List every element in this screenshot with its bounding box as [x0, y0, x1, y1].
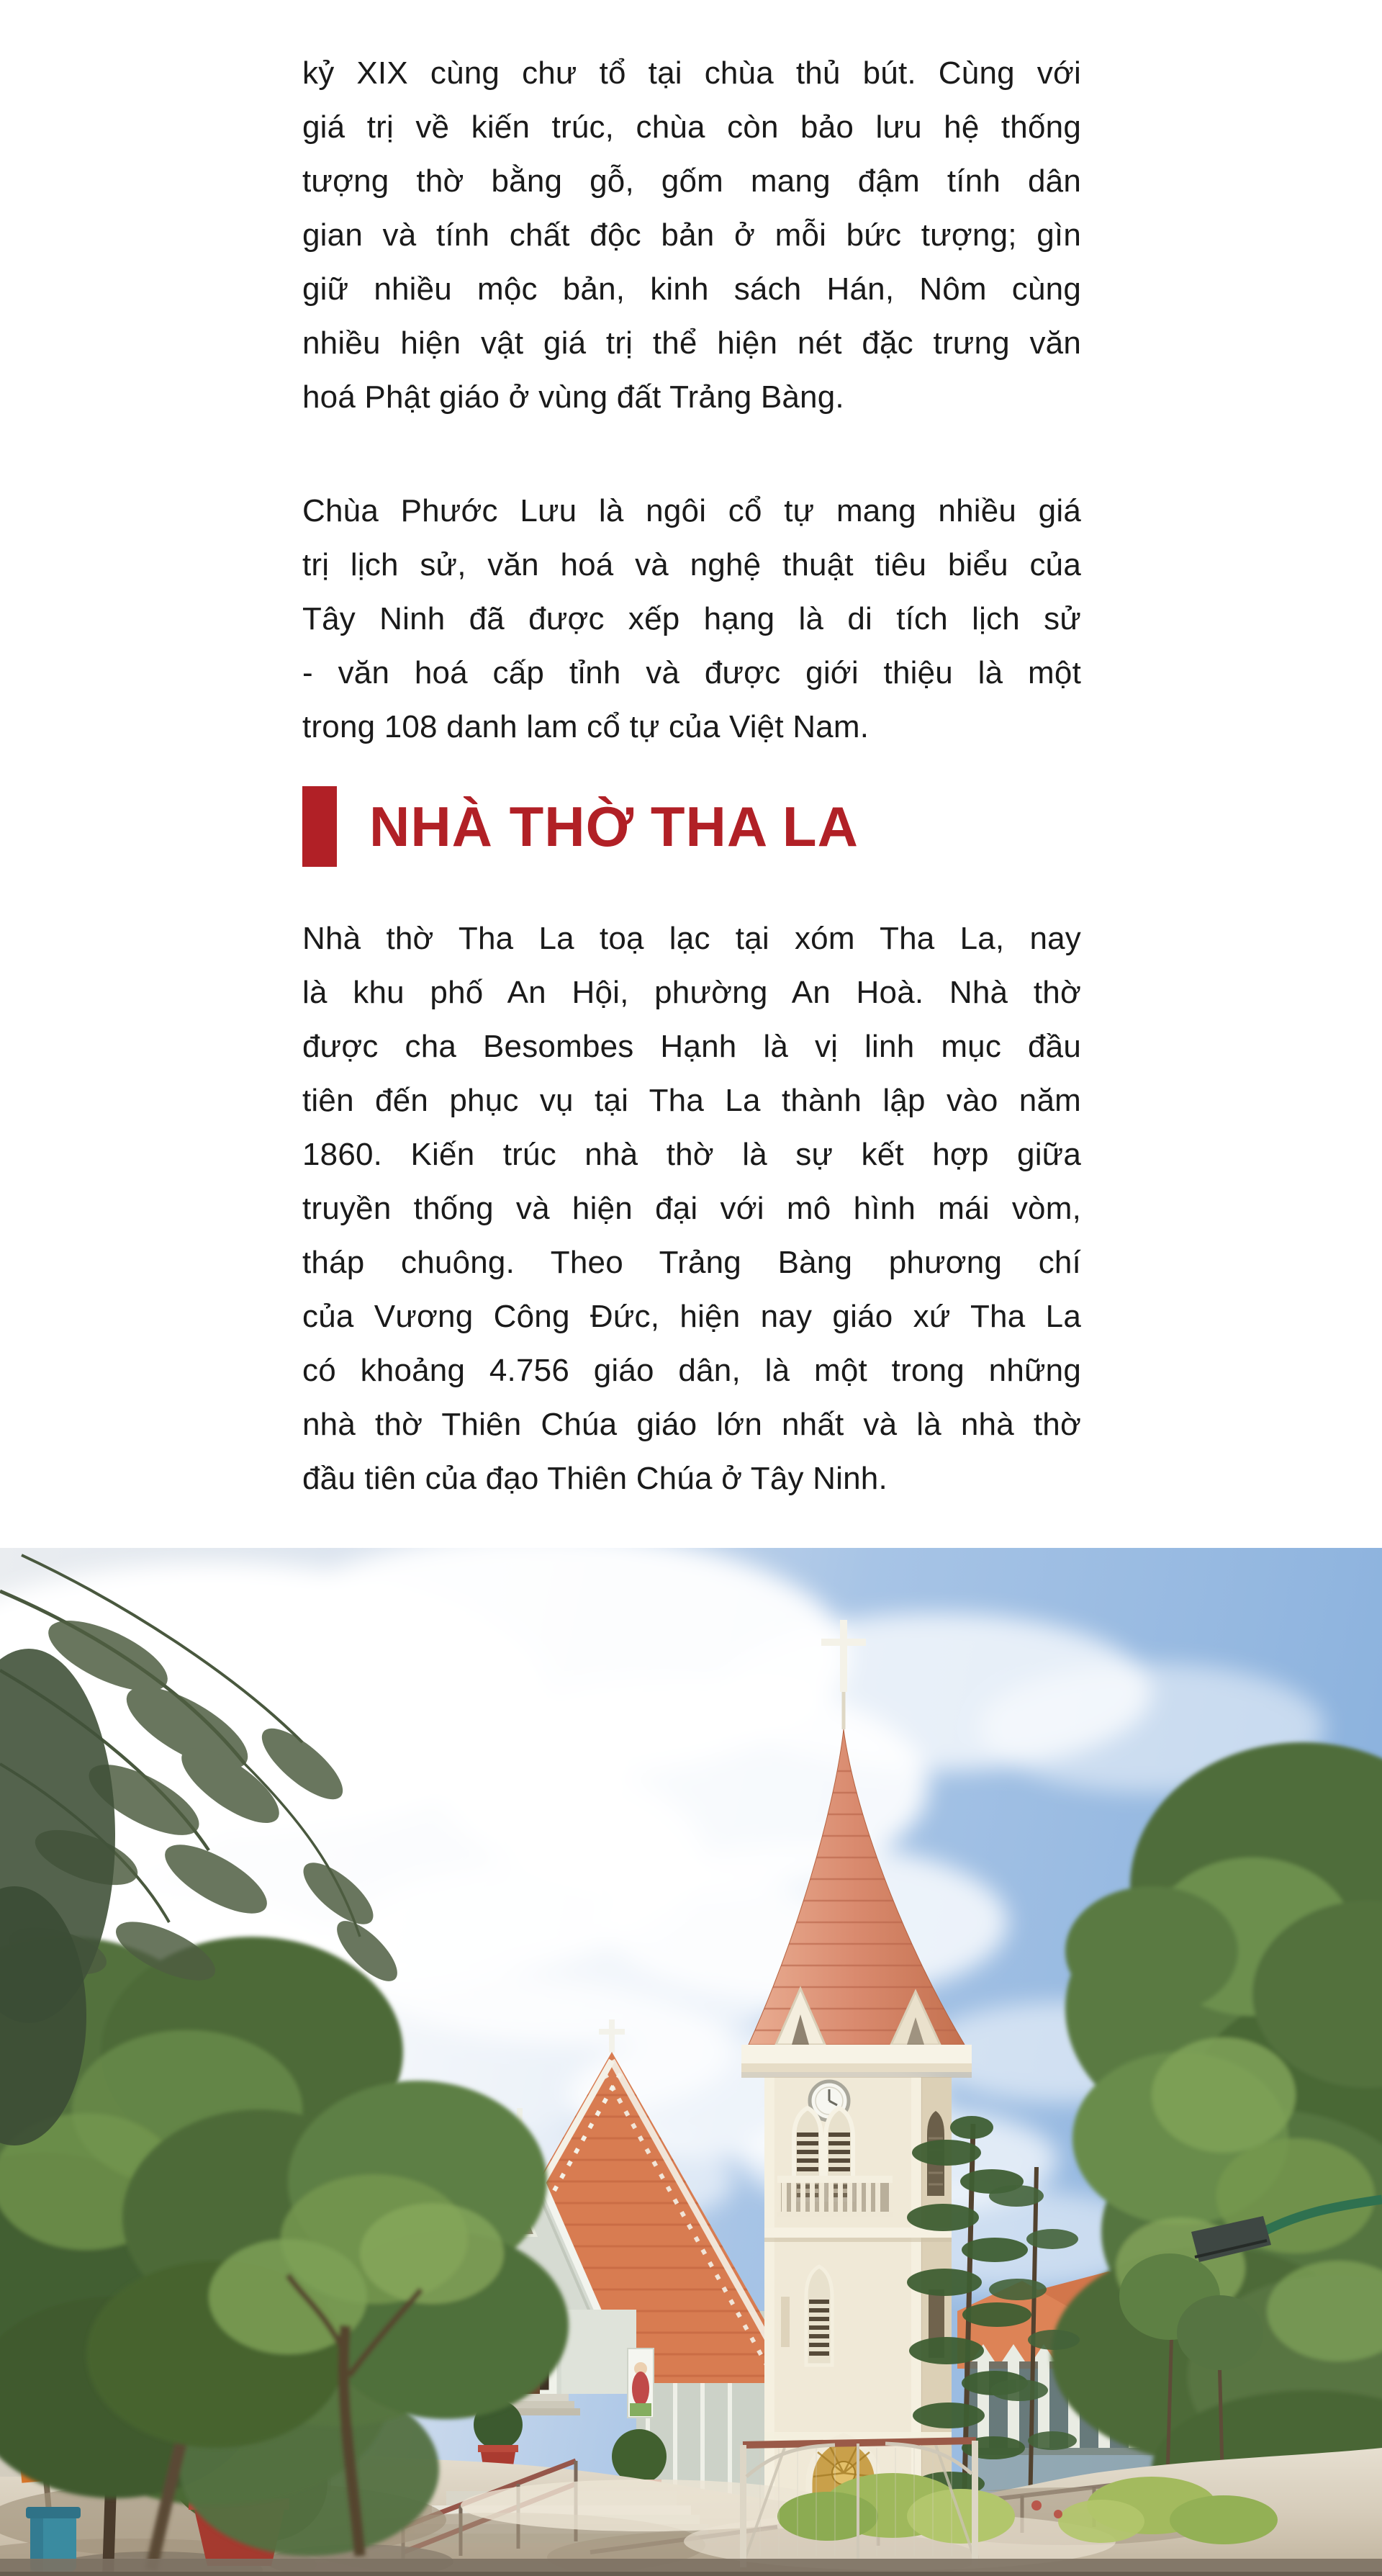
saint-picture [628, 2348, 654, 2418]
paragraph-line: trị lịch sử, văn hoá và nghệ thuật tiêu biểu của [302, 547, 1081, 582]
paragraph-line: tiên đến phục vụ tại Tha La thành lập vào năm [302, 1083, 1081, 1118]
paragraph-line: Tây Ninh đã được xếp hạng là di tích lịch sử [302, 601, 1081, 636]
body-paragraph [302, 911, 1081, 1505]
paragraph-line: có khoảng 4.756 giáo dân, là một trong những [302, 1353, 1081, 1388]
paragraph-line: truyền thống và hiện đại với mô hình mái vòm, [302, 1191, 1081, 1226]
paragraph-line: gian và tính chất độc bản ở mỗi bức tượng; gìn [302, 217, 1081, 253]
section-heading-row [302, 786, 1081, 867]
body-paragraph [302, 484, 1081, 754]
paragraph-line: giữ nhiều mộc bản, kinh sách Hán, Nôm cùng [302, 271, 1081, 307]
paragraph-line: 1860. Kiến trúc nhà thờ là sự kết hợp giữa [302, 1137, 1081, 1172]
paragraph-line: hoá Phật giáo ở vùng đất Trảng Bàng. [302, 379, 844, 415]
paragraph-line: là khu phố An Hội, phường An Hoà. Nhà thờ [302, 975, 1081, 1010]
paragraph-line: trong 108 danh lam cổ tự của Việt Nam. [302, 709, 870, 744]
paragraph-line: Nhà thờ Tha La toạ lạc tại xóm Tha La, nay [302, 921, 1081, 956]
paragraph-line: Chùa Phước Lưu là ngôi cổ tự mang nhiều giá [302, 493, 1081, 528]
church-photo-illustration [0, 1548, 1382, 2576]
paragraph-line: nhiều hiện vật giá trị thể hiện nét đặc trưng văn [302, 325, 1081, 361]
paragraph-line: - văn hoá cấp tỉnh và được giới thiệu là một [302, 655, 1081, 690]
paragraph-line: của Vương Công Đức, hiện nay giáo xứ Tha La [302, 1299, 1081, 1334]
paragraph-line: kỷ XIX cùng chư tổ tại chùa thủ bút. Cùng với [302, 55, 1081, 91]
red-accent-bar [302, 786, 337, 867]
body-paragraph [302, 46, 1081, 424]
paragraph-line: được cha Besombes Hạnh là vị linh mục đầu [302, 1029, 1081, 1064]
paragraph-line: giá trị về kiến trúc, chùa còn bảo lưu hệ thống [302, 109, 1081, 145]
paragraph-line: tháp chuông. Theo Trảng Bàng phương chí [302, 1245, 1081, 1280]
paragraph-line: nhà thờ Thiên Chúa giáo lớn nhất và là nhà thờ [302, 1407, 1081, 1442]
section-heading: NHÀ THỜ THA LA [369, 795, 859, 858]
article-text-column [302, 46, 1081, 1505]
tha-la-church-photo [0, 1548, 1382, 2576]
paragraph-line: tượng thờ bằng gỗ, gốm mang đậm tính dân [302, 163, 1081, 199]
paragraph-line: đầu tiên của đạo Thiên Chúa ở Tây Ninh. [302, 1461, 888, 1496]
